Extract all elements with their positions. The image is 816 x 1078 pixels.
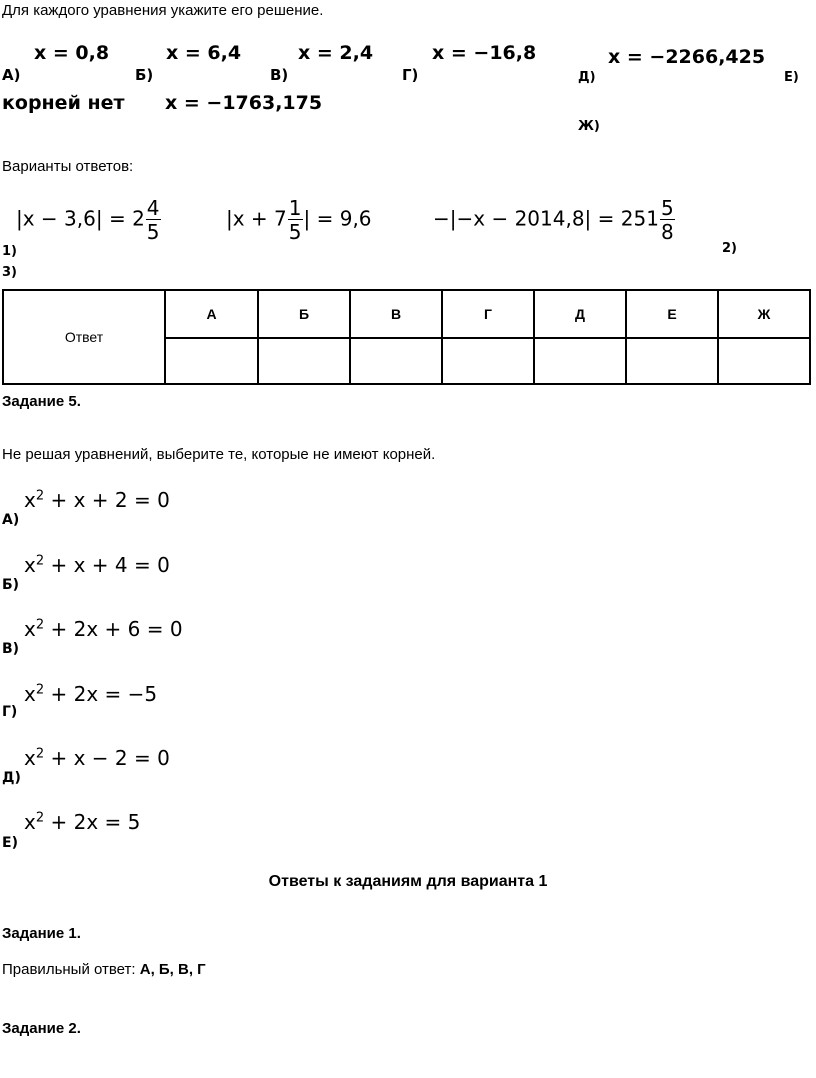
task5-equation-b: $x^2 + x + 4 = 0$	[24, 553, 170, 577]
variants-title: Варианты ответов:	[2, 158, 134, 175]
answer-cell-g[interactable]	[442, 338, 534, 384]
option-2-fraction: $\frac{1}{5}$	[288, 196, 302, 244]
root-v: x = 2,4	[298, 42, 374, 64]
task5-instruction: Не решая уравнений, выберите те, которые не имеют корней.	[2, 446, 436, 463]
label-v: В)	[270, 66, 289, 84]
task5-label-a: А)	[2, 512, 20, 528]
answer-header-a: А	[165, 290, 258, 338]
option-label-2: 2)	[722, 241, 737, 256]
task5-heading: Задание 5.	[2, 393, 81, 410]
label-b: Б)	[135, 66, 154, 84]
answer-header-b: Б	[258, 290, 350, 338]
task5-equation-v: $x^2 + 2x + 6 = 0$	[24, 617, 183, 641]
task5-label-v: В)	[2, 641, 20, 657]
option-1-fraction: $\frac{4}{5}$	[146, 196, 160, 244]
task5-equation-g: $x^2 + 2x = -5$	[24, 682, 158, 706]
answer-cell-b[interactable]	[258, 338, 350, 384]
task5-label-b: Б)	[2, 577, 20, 593]
option-3-equation: −|−x − 2014,8| = 251 $\frac{5}{8}$	[433, 196, 674, 244]
root-a: x = 0,8	[34, 42, 110, 64]
option-2-equation: |x + 7 $\frac{1}{5}$ | = 9,6	[226, 196, 372, 244]
answer-header-d: Д	[534, 290, 626, 338]
task5-equation-a: $x^2 + x + 2 = 0$	[24, 488, 170, 512]
answer-cell-v[interactable]	[350, 338, 442, 384]
task-instruction: Для каждого уравнения укажите его решение.	[2, 2, 324, 19]
label-e: Е)	[784, 70, 799, 85]
answer-header-g: Г	[442, 290, 534, 338]
answer-cell-d[interactable]	[534, 338, 626, 384]
answer-header-zh: Ж	[718, 290, 810, 338]
task1-heading: Задание 1.	[2, 925, 81, 942]
answer-cell-e[interactable]	[626, 338, 718, 384]
task1-answer-line: Правильный ответ: А, Б, В, Г	[2, 961, 206, 978]
label-zh: Ж)	[578, 119, 600, 134]
root-d: x = −2266,425	[608, 46, 766, 68]
answer-cell-zh[interactable]	[718, 338, 810, 384]
task5-label-e: Е)	[2, 835, 18, 851]
label-g: Г)	[402, 66, 419, 84]
root-e: корней нет	[2, 92, 125, 114]
task5-equation-d: $x^2 + x - 2 = 0$	[24, 746, 170, 770]
answer-cell-a[interactable]	[165, 338, 258, 384]
answer-table	[2, 289, 811, 385]
answer-row-label: Ответ	[3, 290, 165, 384]
option-label-3: 3)	[2, 265, 17, 280]
root-zh: x = −1763,175	[165, 92, 323, 114]
root-b: x = 6,4	[166, 42, 242, 64]
root-g: x = −16,8	[432, 42, 537, 64]
answers-section-title: Ответы к заданиям для варианта 1	[268, 873, 548, 890]
option-3-fraction: $\frac{5}{8}$	[660, 196, 674, 244]
task5-label-d: Д)	[2, 770, 21, 786]
label-a: А)	[2, 66, 21, 84]
task5-equation-e: $x^2 + 2x = 5$	[24, 810, 141, 834]
task2-heading: Задание 2.	[2, 1020, 81, 1037]
option-1-equation: |x − 3,6| = 2 $\frac{4}{5}$	[16, 196, 160, 244]
option-label-1: 1)	[2, 244, 17, 259]
task5-label-g: Г)	[2, 704, 18, 720]
label-d: Д)	[578, 70, 596, 85]
answer-header-e: Е	[626, 290, 718, 338]
answer-header-v: В	[350, 290, 442, 338]
